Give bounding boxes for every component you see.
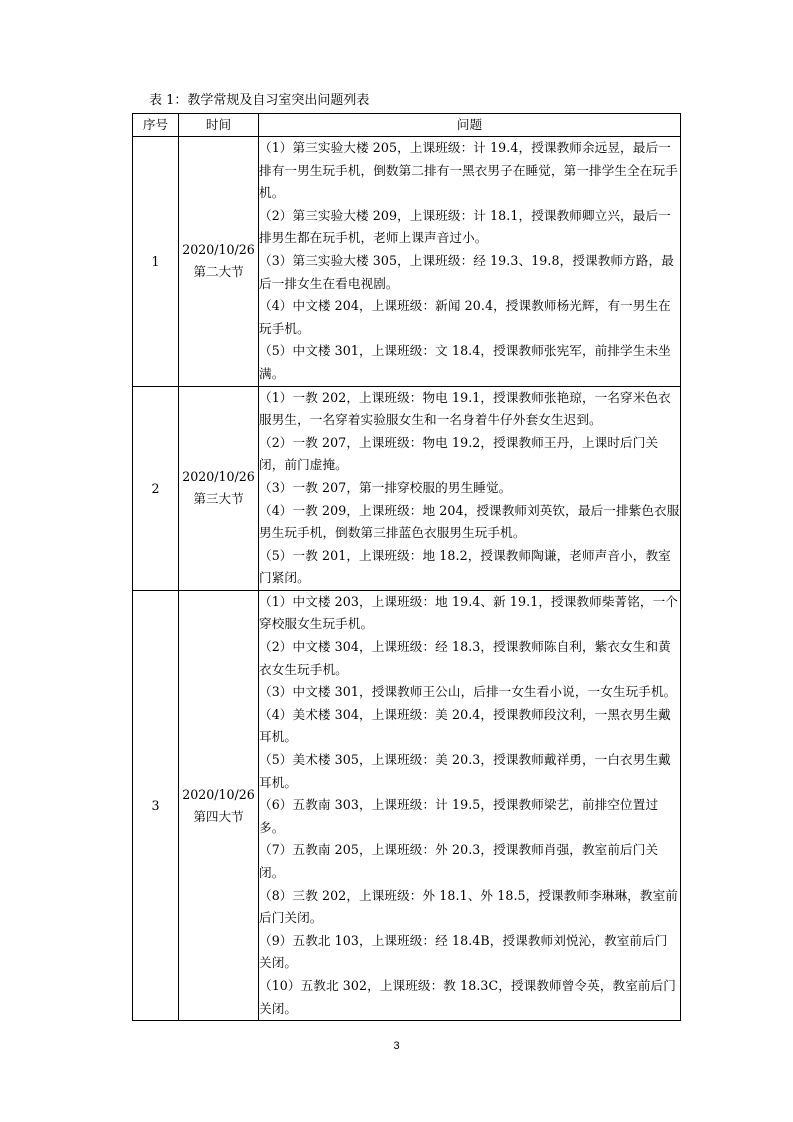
table-row [133, 137, 681, 387]
row-date: 2020/10/26 [182, 469, 255, 485]
row-date: 2020/10/26 [182, 242, 255, 258]
table-row [133, 590, 681, 1020]
issue-item: （1）中文楼 203，上课班级：地 19.4、新 19.1，授课教师柴菁铭，一个穿校服女生玩手机。 [259, 593, 678, 632]
header-time: 时间 [179, 114, 259, 137]
row-seq: 3 [133, 590, 179, 1020]
row-period: 第三大节 [193, 491, 244, 507]
row-time [179, 590, 259, 1020]
issue-item: （10）五教北 302，上课班级：教 18.3C，授课教师曾令英，教室前后门关闭。 [259, 977, 676, 1016]
row-date: 2020/10/26 [182, 786, 255, 802]
issue-item: （1）一教 202，上课班级：物电 19.1，授课教师张艳琼，一名穿米色衣服男生，一名穿着实验服女生和一名身着牛仔外套女生迟到。 [259, 389, 671, 428]
page-number: 3 [393, 1040, 400, 1052]
table-row [133, 386, 681, 590]
issue-item: （5）一教 201，上课班级：地 18.2，授课教师陶谦，老师声音小，教室门紧闭。 [259, 547, 671, 586]
issues-table [132, 113, 681, 1021]
row-issues [259, 137, 681, 387]
table-header-row [133, 114, 681, 137]
row-seq: 2 [133, 386, 179, 590]
issue-item: （1）第三实验大楼 205，上课班级：计 19.4，授课教师余远昱，最后一排有一男生玩手机，倒数第二排有一黑衣男子在睡觉，第一排学生全在玩手机。 [259, 140, 678, 201]
issue-item: （3）中文楼 301，授课教师王公山，后排一女生看小说，一女生玩手机。 [259, 684, 677, 700]
header-seq: 序号 [133, 114, 179, 137]
issue-item: （2）一教 207，上课班级：物电 19.2，授课教师王丹，上课时后门关闭，前门虚掩。 [259, 434, 659, 473]
row-time [179, 137, 259, 387]
issue-item: （4）中文楼 204，上课班级：新闻 20.4，授课教师杨光辉，有一男生在玩手机。 [259, 298, 671, 336]
issue-item: （9）五教北 103，上课班级：经 18.4B，授课教师刘悦沁，教室前后门关闭。 [259, 932, 668, 971]
row-seq: 1 [133, 137, 179, 387]
issue-item: （8）三教 202，上课班级：外 18.1、外 18.5，授课教师李琳琳，教室前后门关闭。 [259, 887, 678, 926]
issue-item: （4）一教 209，上课班级：地 204，授课教师刘英钦，最后一排紫色衣服男生玩手机，倒数第三排蓝色衣服男生玩手机。 [259, 502, 680, 541]
row-issues [259, 386, 681, 590]
row-time [179, 386, 259, 590]
table-caption: 表 1：教学常规及自习室突出问题列表 [149, 93, 370, 108]
row-period: 第二大节 [193, 264, 244, 280]
row-issues [259, 590, 681, 1020]
issue-item: （5）美术楼 305，上课班级：美 20.3，授课教师戴祥勇，一白衣男生戴耳机。 [259, 752, 671, 790]
issue-item: （4）美术楼 304，上课班级：美 20.4，授课教师段汶利，一黑衣男生戴耳机。 [259, 706, 671, 745]
issue-item: （7）五教南 205，上课班级：外 20.3，授课教师肖强，教室前后门关闭。 [259, 842, 659, 880]
issue-item: （3）一教 207，第一排穿校服的男生睡觉。 [259, 479, 512, 495]
issue-item: （2）第三实验大楼 209，上课班级：计 18.1，授课教师卿立兴，最后一排男生都在玩手机，老师上课声音过小。 [259, 207, 671, 246]
issue-item: （3）第三实验大楼 305，上课班级：经 19.3、19.8，授课教师方路，最后一排女生在看电视剧。 [259, 252, 674, 291]
issue-item: （2）中文楼 304，上课班级：经 18.3，授课教师陈自利，紫衣女生和黄衣女生玩手机。 [259, 639, 671, 677]
issue-item: （6）五教南 303，上课班级：计 19.5，授课教师梁艺，前排空位置过多。 [259, 797, 659, 835]
header-issue: 问题 [259, 114, 681, 137]
issue-item: （5）中文楼 301，上课班级：文 18.4，授课教师张宪军，前排学生未坐满。 [259, 343, 671, 381]
row-period: 第四大节 [193, 808, 244, 824]
